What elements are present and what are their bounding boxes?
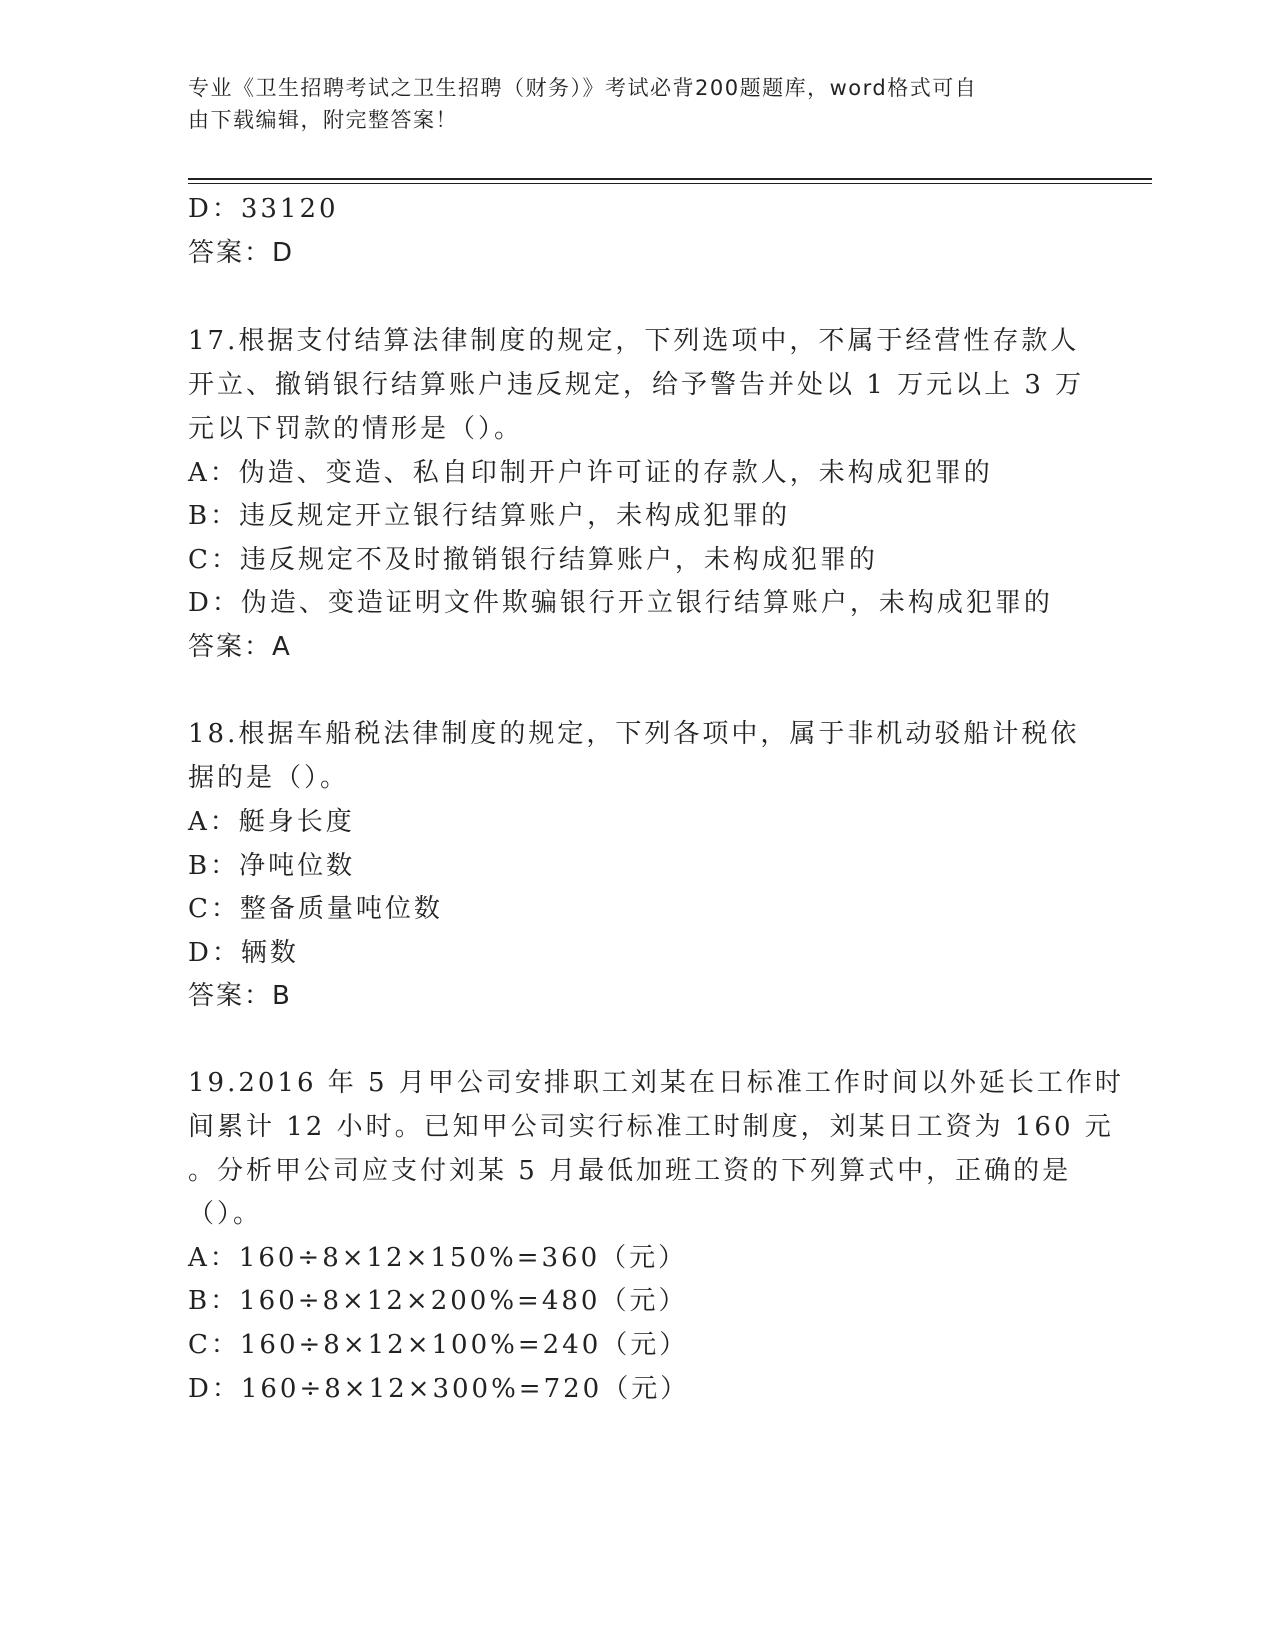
q18-option-d: D：辆数	[188, 938, 299, 968]
q17-stem-line-1: 17.根据支付结算法律制度的规定，下列选项中，不属于经营性存款人	[188, 326, 1080, 356]
q18-option-b: B：净吨位数	[188, 851, 356, 881]
q17-option-a: A：伪造、变造、私自印制开户许可证的存款人，未构成犯罪的	[188, 458, 993, 488]
header-divider-thin	[188, 183, 1152, 184]
q18-option-a: A：艇身长度	[188, 807, 355, 837]
q19-option-a: A：160÷8×12×150%=360（元）	[188, 1243, 688, 1273]
q19-stem-line-1: 19.2016 年 5 月甲公司安排职工刘某在日标准工作时间以外延长工作时	[188, 1068, 1124, 1098]
q17-stem-line-2: 开立、撤销银行结算账户违反规定，给予警告并处以 1 万元以上 3 万	[188, 370, 1085, 400]
q19-stem-line-4: （）。	[188, 1199, 263, 1229]
q19-stem-line-3: 。分析甲公司应支付刘某 5 月最低加班工资的下列算式中，正确的是	[188, 1156, 1072, 1186]
q18-option-c: C：整备质量吨位数	[188, 894, 443, 924]
q18-stem-line-2: 据的是（）。	[188, 763, 350, 793]
header-divider-thick	[188, 178, 1152, 180]
q17-stem-line-3: 元以下罚款的情形是（）。	[188, 414, 524, 444]
q17-answer: 答案：A	[188, 632, 292, 662]
q19-option-c: C：160÷8×12×100%=240（元）	[188, 1330, 689, 1360]
q17-option-d: D：伪造、变造证明文件欺骗银行开立银行结算账户，未构成犯罪的	[188, 588, 1053, 618]
header-line-2: 由下载编辑，附完整答案！	[188, 108, 458, 132]
page-header	[188, 72, 1078, 136]
header-line-1: 专业《卫生招聘考试之卫生招聘（财务）》考试必背200题题库，word格式可自	[188, 76, 978, 100]
q18-stem-line-1: 18.根据车船税法律制度的规定，下列各项中，属于非机动驳船计税依	[188, 719, 1080, 749]
q19-stem-line-2: 间累计 12 小时。已知甲公司实行标准工时制度，刘某日工资为 160 元	[188, 1112, 1114, 1142]
q17-option-c: C：违反规定不及时撤销银行结算账户，未构成犯罪的	[188, 545, 878, 575]
prev-answer: 答案：D	[188, 238, 295, 268]
q19-option-d: D：160÷8×12×300%=720（元）	[188, 1374, 690, 1404]
prev-option-d: D：33120	[188, 194, 339, 224]
q17-option-b: B：违反规定开立银行结算账户，未构成犯罪的	[188, 501, 791, 531]
q18-answer: 答案：B	[188, 981, 292, 1011]
q19-option-b: B：160÷8×12×200%=480（元）	[188, 1286, 688, 1316]
